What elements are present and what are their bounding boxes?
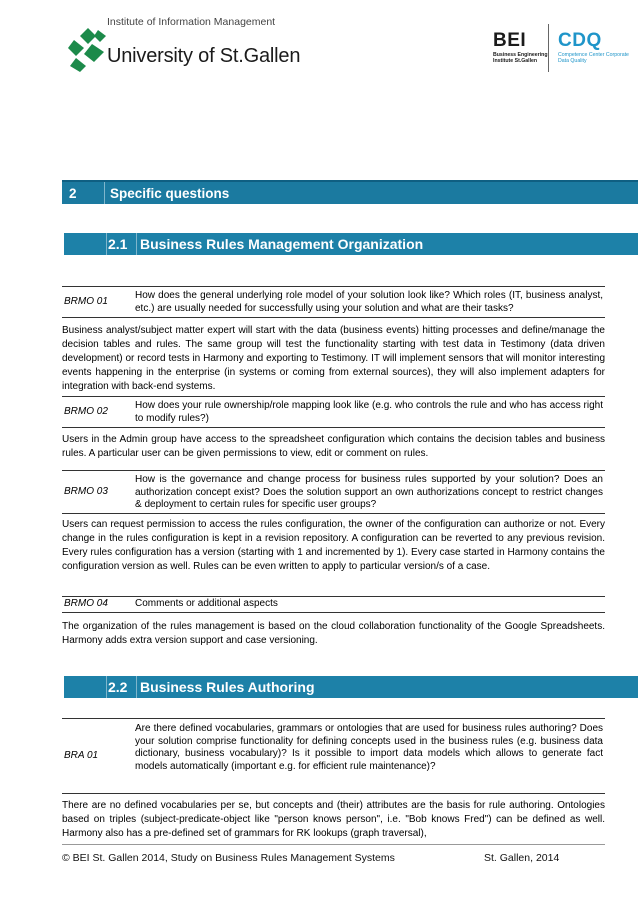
- bei-logo: [493, 30, 547, 64]
- cdq-sub: Competence Center Corporate Data Quality: [558, 52, 629, 64]
- footer-divider: [62, 844, 605, 845]
- question-row: [62, 596, 605, 613]
- question-text: How is the governance and change process for business rules supported by your solution? Does an authorization concept exist? Does the solution support an own authorizations concept to restrict changes & deployment to certain rules for specific user groups?: [135, 474, 603, 510]
- question-code: BRA 01: [64, 750, 99, 761]
- footer-copyright: © BEI St. Gallen 2014, Study on Business Rules Management Systems: [62, 852, 395, 864]
- section-heading: [62, 180, 638, 204]
- footer-date: St. Gallen, 2014: [484, 852, 560, 864]
- question-text: Comments or additional aspects: [135, 598, 278, 609]
- answer-text: Users in the Admin group have access to the spreadsheet configuration which contains the decision tables and business rules. A particular user can be given permissions to view, edit or comment on rules.: [62, 434, 605, 459]
- bei-sub-2: Institute St.Gallen: [493, 58, 538, 64]
- subsection-number: 2.2: [108, 679, 128, 695]
- section-title: Specific questions: [110, 186, 230, 201]
- subsection-title: Business Rules Authoring: [140, 679, 315, 695]
- question-row: [62, 470, 605, 514]
- subsection-title: Business Rules Management Organization: [140, 236, 424, 252]
- question-code: BRMO 02: [64, 406, 108, 417]
- question-code: BRMO 01: [64, 296, 108, 307]
- question-text: How does the general underlying role model of your solution look like? Which roles (IT, business analyst, etc.) are usually needed for successfully using your solution and what are their tasks?: [135, 290, 603, 314]
- answer-text: Users can request permission to access the rules configuration, the owner of the configuration can authorize or not. Every change in the rules configuration is kept in a revision repository. A configuration can be reverted to any previous revision. Every rules configuration has a version (starting with 1 and incremented by 1). Every case started in Harmony contains the configuration version as well. Rules can be even written to apply to particular version/s of a case.: [62, 519, 605, 572]
- bei-sub-1: Business Engineering: [493, 52, 548, 58]
- bei-logo-text: BEI: [493, 30, 527, 51]
- question-code: BRMO 04: [64, 598, 108, 609]
- institute-name: Institute of Information Management: [107, 16, 276, 28]
- section-separator: [104, 182, 105, 204]
- question-text: How does your rule ownership/role mapping look like (e.g. who controls the rule and who has access right to modify rules?): [135, 400, 603, 424]
- header-divider: [548, 24, 549, 72]
- subsection-number: 2.1: [108, 236, 128, 252]
- subsection-heading-2-1: [64, 233, 638, 255]
- subsection-lead: [64, 233, 107, 255]
- answer-text: There are no defined vocabularies per se, but concepts and (their) attributes are the basis for rule authoring. Ontologies based on triples (subject-predicate-object like "person knows person", i.e. "Bob knows Fred") can be defined as well. Harmony also has a pre-defined set of grammars for RK lookups (graph traversal),: [62, 800, 605, 839]
- question-text: Are there defined vocabularies, grammars or ontologies that are used for business rules authoring? Does your solution comprise functionality for defining concepts used in the business rules (e.g. business data dictionary, business vocabulary)? Is it possible to import data models which allows to generate fact models automatically (important e.g. for efficient rule maintenance)?: [135, 723, 603, 772]
- cdq-logo-text: CDQ: [558, 30, 602, 51]
- answer-text: The organization of the rules management is based on the cloud collaboration functionality of the Google Spreadsheets. Harmony adds extra version support and case versioning.: [62, 621, 605, 646]
- question-code: BRMO 03: [64, 486, 108, 497]
- subsection-heading-2-2: [64, 676, 638, 698]
- question-row: [62, 396, 605, 428]
- question-row: [62, 718, 605, 794]
- subsection-lead: [64, 676, 107, 698]
- subsection-separator: [136, 233, 137, 255]
- section-number: 2: [69, 186, 77, 201]
- cdq-logo: [558, 30, 638, 64]
- answer-text: Business analyst/subject matter expert will start with the data (business events) hitting processes and define/manage the decision tables and rules. The same group will test the functionality starting with test data in Testimony (data driven development) or record tests in Harmony and exporting to Testimony. IT will implement sensors that will monitor interesting events happening in the enterprise (in systems or coming from external sources), they will also implement adapters for integration with back-end systems.: [62, 325, 605, 392]
- question-row: [62, 286, 605, 318]
- university-name: University of St.Gallen: [107, 45, 301, 67]
- hsg-logo-icon: [68, 26, 108, 72]
- subsection-separator: [136, 676, 137, 698]
